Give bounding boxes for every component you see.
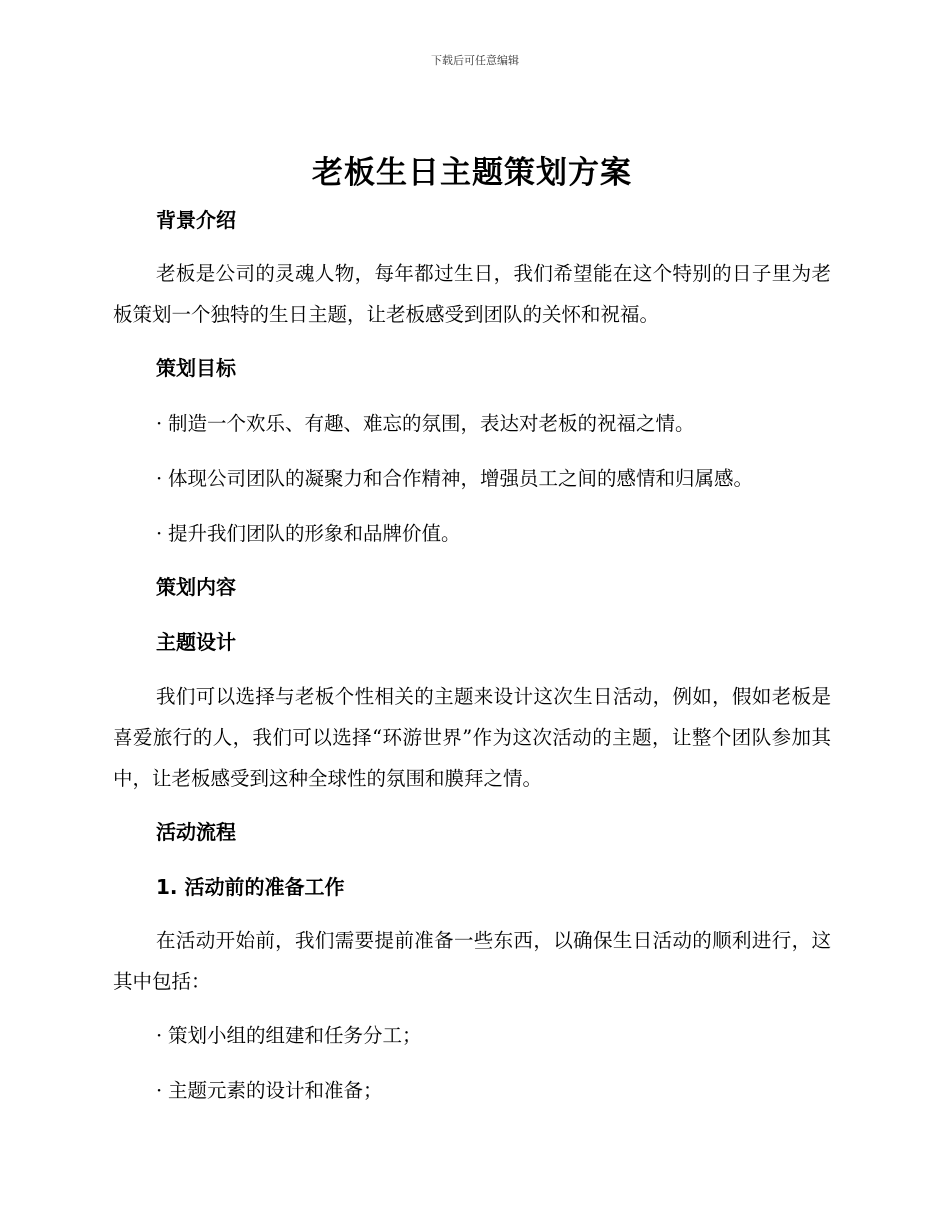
bullet-dot: · (156, 1079, 163, 1102)
preparation-list-item (113, 1070, 831, 1111)
section-heading-goals: 策划目标 (156, 356, 236, 380)
goal-item-text: 制造一个欢乐、有趣、难忘的氛围，表达对老板的祝福之情。 (168, 412, 695, 435)
page-header-note: 下载后可任意编辑 (431, 54, 519, 67)
goal-item-text: 体现公司团队的凝聚力和合作精神，增强员工之间的感情和归属感。 (168, 467, 754, 490)
section-heading-content: 策划内容 (156, 575, 236, 599)
preparation-paragraph: 在活动开始前，我们需要提前准备一些东西，以确保生日活动的顺利进行，这其中包括： (113, 929, 831, 993)
section-heading-theme: 主题设计 (156, 630, 236, 654)
background-paragraph: 老板是公司的灵魂人物，每年都过生日，我们希望能在这个特别的日子里为老板策划一个独特的生日主题，让老板感受到团队的关怀和祝福。 (113, 262, 831, 326)
bullet-dot: · (156, 412, 163, 435)
section-heading-process: 活动流程 (156, 820, 236, 844)
goal-list-item (113, 403, 831, 444)
preparation-list-item (113, 1015, 831, 1056)
bullet-dot: · (156, 1024, 163, 1047)
goal-list-item (113, 513, 831, 554)
section-heading-preparation: 1. 活动前的准备工作 (156, 875, 345, 899)
bullet-dot: · (156, 522, 163, 545)
theme-paragraph: 我们可以选择与老板个性相关的主题来设计这次生日活动，例如，假如老板是喜爱旅行的人，我们可以选择“环游世界”作为这次活动的主题，让整个团队参加其中，让老板感受到这种全球性的氛围和膜拜之情。 (113, 685, 831, 790)
preparation-item-text: 策划小组的组建和任务分工； (168, 1024, 422, 1047)
document-title: 老板生日主题策划方案 (312, 155, 632, 191)
goal-list-item (113, 458, 831, 499)
section-heading-background: 背景介绍 (156, 208, 236, 232)
bullet-dot: · (156, 467, 163, 490)
preparation-item-text: 主题元素的设计和准备； (168, 1079, 383, 1102)
goal-item-text: 提升我们团队的形象和品牌价值。 (168, 522, 461, 545)
document-body (113, 148, 831, 1111)
